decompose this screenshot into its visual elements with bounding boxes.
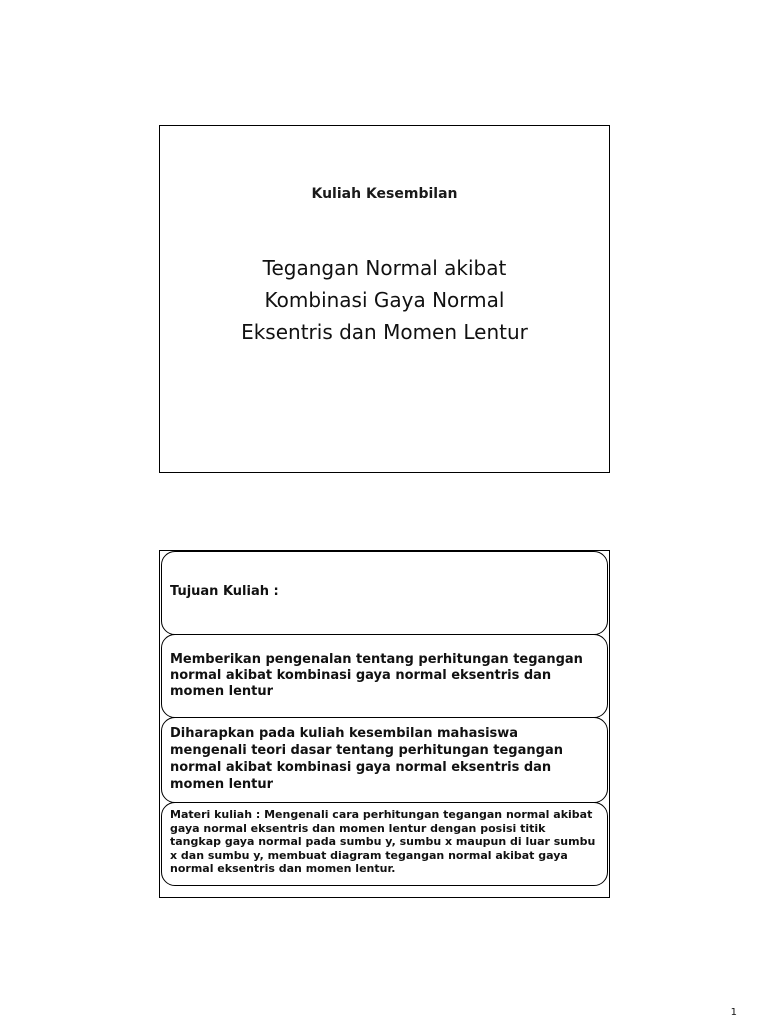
material-box <box>161 802 608 886</box>
title-line-1: Tegangan Normal akibat <box>262 256 507 280</box>
goal-heading: Tujuan Kuliah : <box>170 584 279 599</box>
goal-box-2 <box>161 717 608 803</box>
page-number: 1 <box>730 1007 737 1018</box>
slide-title <box>159 125 610 473</box>
goal-heading-box <box>161 551 608 635</box>
title-line-3: Eksentris dan Momen Lentur <box>241 320 528 344</box>
goal-text-2: Diharapkan pada kuliah kesembilan mahasiswa mengenali teori dasar tentang perhitungan tegangan normal akibat kombinasi gaya normal eksentris dan momen lentur <box>170 726 563 792</box>
title-line-2: Kombinasi Gaya Normal <box>264 288 505 312</box>
material-text: Materi kuliah : Mengenali cara perhitungan tegangan normal akibat gaya normal eksentris dan momen lentur dengan posisi titik tangkap gaya normal pada sumbu y, sumbu x maupun di luar sumbu x dan sumbu y, membuat diagram tegangan normal akibat gaya normal eksentris dan momen lentur. <box>170 808 596 875</box>
goal-text-1: Memberikan pengenalan tentang perhitungan tegangan normal akibat kombinasi gaya normal eksentris dan momen lentur <box>170 652 583 699</box>
slide-subtitle: Kuliah Kesembilan <box>311 186 458 202</box>
slide-objectives <box>159 550 610 898</box>
goal-box-1 <box>161 634 608 718</box>
slide-main-title <box>160 252 609 348</box>
